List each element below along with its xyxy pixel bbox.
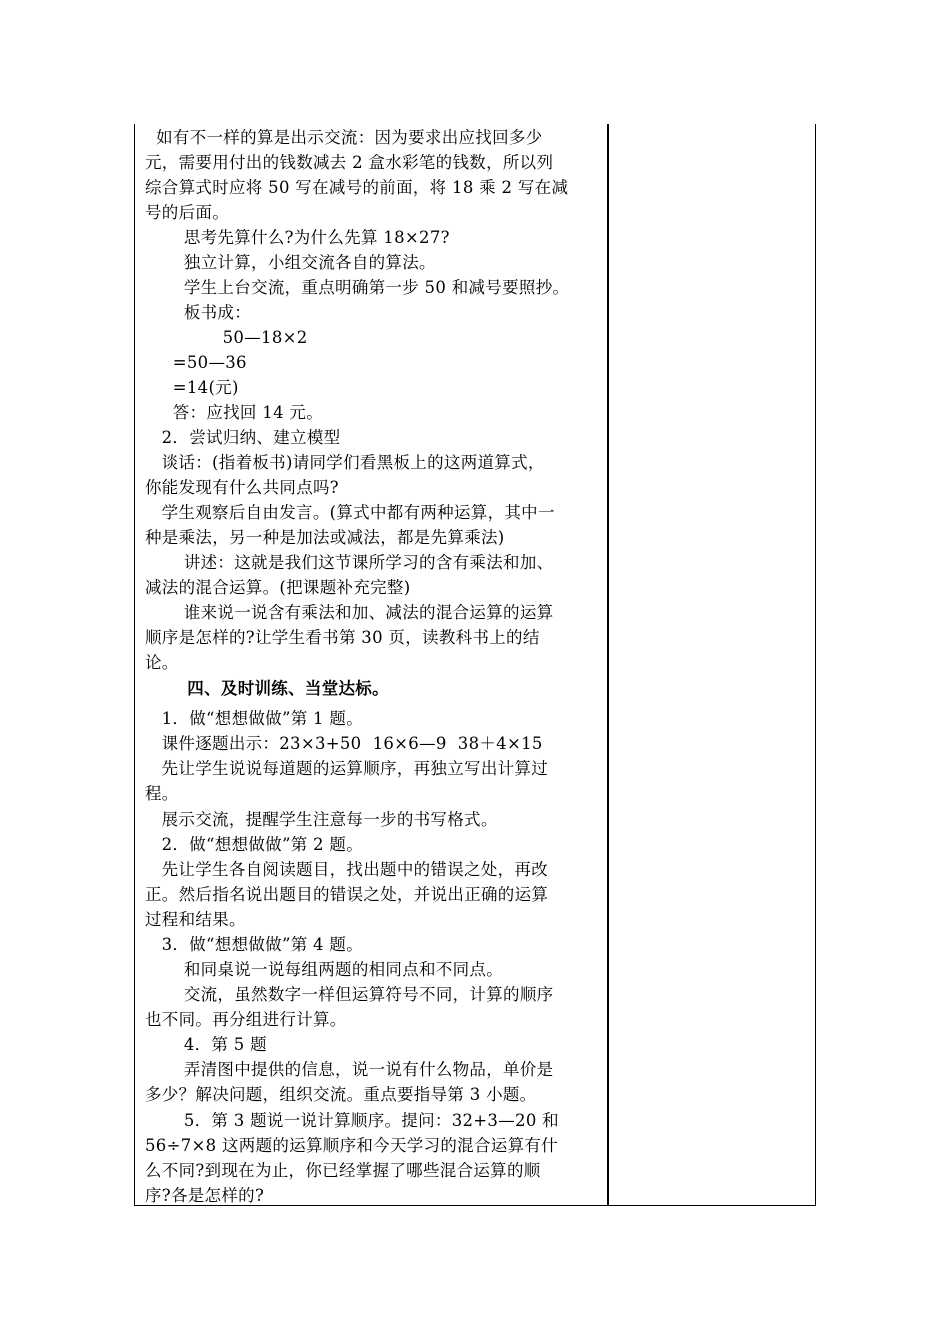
text-line: 你能发现有什么共同点吗? bbox=[145, 478, 339, 497]
text-line: 5．第 3 题说一说计算顺序。提问：32+3—20 和 bbox=[145, 1111, 559, 1130]
text-line: 如有不一样的算是出示交流：因为要求出应找回多少 bbox=[145, 128, 543, 147]
text-line: 序?各是怎样的? bbox=[145, 1186, 265, 1205]
text-line: 1．做“想想做做”第 1 题。 bbox=[145, 709, 363, 728]
formula-line: =50—36 bbox=[145, 353, 247, 372]
text-line: 综合算式时应将 50 写在减号的前面，将 18 乘 2 写在减 bbox=[145, 178, 569, 197]
formula-line: 50—18×2 bbox=[145, 328, 308, 347]
formula-line: =14(元) bbox=[145, 378, 239, 397]
text-line: 56÷7×8 这两题的运算顺序和今天学习的混合运算有什 bbox=[145, 1136, 558, 1155]
text-line: 讲述：这就是我们这节课所学习的含有乘法和加、 bbox=[145, 553, 554, 572]
text-line: 独立计算，小组交流各自的算法。 bbox=[145, 253, 436, 272]
text-line: 谈话：(指着板书)请同学们看黑板上的这两道算式， bbox=[145, 453, 545, 472]
text-line: 2．做“想想做做”第 2 题。 bbox=[145, 835, 363, 854]
text-line: 多少？解决问题，组织交流。重点要指导第 3 小题。 bbox=[145, 1085, 537, 1104]
text-line: 种是乘法，另一种是加法或减法，都是先算乘法) bbox=[145, 528, 505, 547]
text-line: 正。然后指名说出题目的错误之处，并说出正确的运算 bbox=[145, 885, 549, 904]
text-line: 思考先算什么?为什么先算 18×27? bbox=[145, 228, 450, 247]
text-line: 程。 bbox=[145, 784, 179, 803]
text-line: 展示交流，提醒学生注意每一步的书写格式。 bbox=[145, 810, 498, 829]
text-line: 学生上台交流，重点明确第一步 50 和减号要照抄。 bbox=[145, 278, 570, 297]
text-line: 3．做“想想做做”第 4 题。 bbox=[145, 935, 363, 954]
section-heading: 四、及时训练、当堂达标。 bbox=[145, 679, 389, 698]
text-line: 4．第 5 题 bbox=[145, 1035, 267, 1054]
text-line: 弄清图中提供的信息，说一说有什么物品，单价是 bbox=[145, 1060, 554, 1079]
text-line: 课件逐题出示：23×3+50 16×6—9 38＋4×15 bbox=[145, 734, 543, 753]
text-line: 论。 bbox=[145, 653, 179, 672]
text-line: 顺序是怎样的?让学生看书第 30 页，读教科书上的结 bbox=[145, 628, 540, 647]
text-line: 也不同。再分组进行计算。 bbox=[145, 1010, 347, 1029]
text-line: 号的后面。 bbox=[145, 203, 229, 222]
text-line: 元，需要用付出的钱数减去 2 盒水彩笔的钱数，所以列 bbox=[145, 153, 554, 172]
text-line: 2．尝试归纳、建立模型 bbox=[145, 428, 341, 447]
text-line: 交流，虽然数字一样但运算符号不同，计算的顺序 bbox=[145, 985, 554, 1004]
text-line: 学生观察后自由发言。(算式中都有两种运算，其中一 bbox=[145, 503, 555, 522]
text-line: 先让学生各自阅读题目，找出题中的错误之处，再改 bbox=[145, 860, 549, 879]
text-line: 过程和结果。 bbox=[145, 910, 246, 929]
text-line: 和同桌说一说每组两题的相同点和不同点。 bbox=[145, 960, 504, 979]
text-line: 么不同?到现在为止，你已经掌握了哪些混合运算的顺 bbox=[145, 1161, 541, 1180]
text-line: 板书成： bbox=[145, 303, 252, 322]
lesson-table bbox=[134, 124, 816, 1206]
text-line: 先让学生说说每道题的运算顺序，再独立写出计算过 bbox=[145, 759, 549, 778]
text-line: 谁来说一说含有乘法和加、减法的混合运算的运算 bbox=[145, 603, 554, 622]
notes-cell bbox=[609, 124, 814, 1205]
text-line: 答：应找回 14 元。 bbox=[145, 403, 324, 422]
text-line: 减法的混合运算。(把课题补充完整) bbox=[145, 578, 411, 597]
